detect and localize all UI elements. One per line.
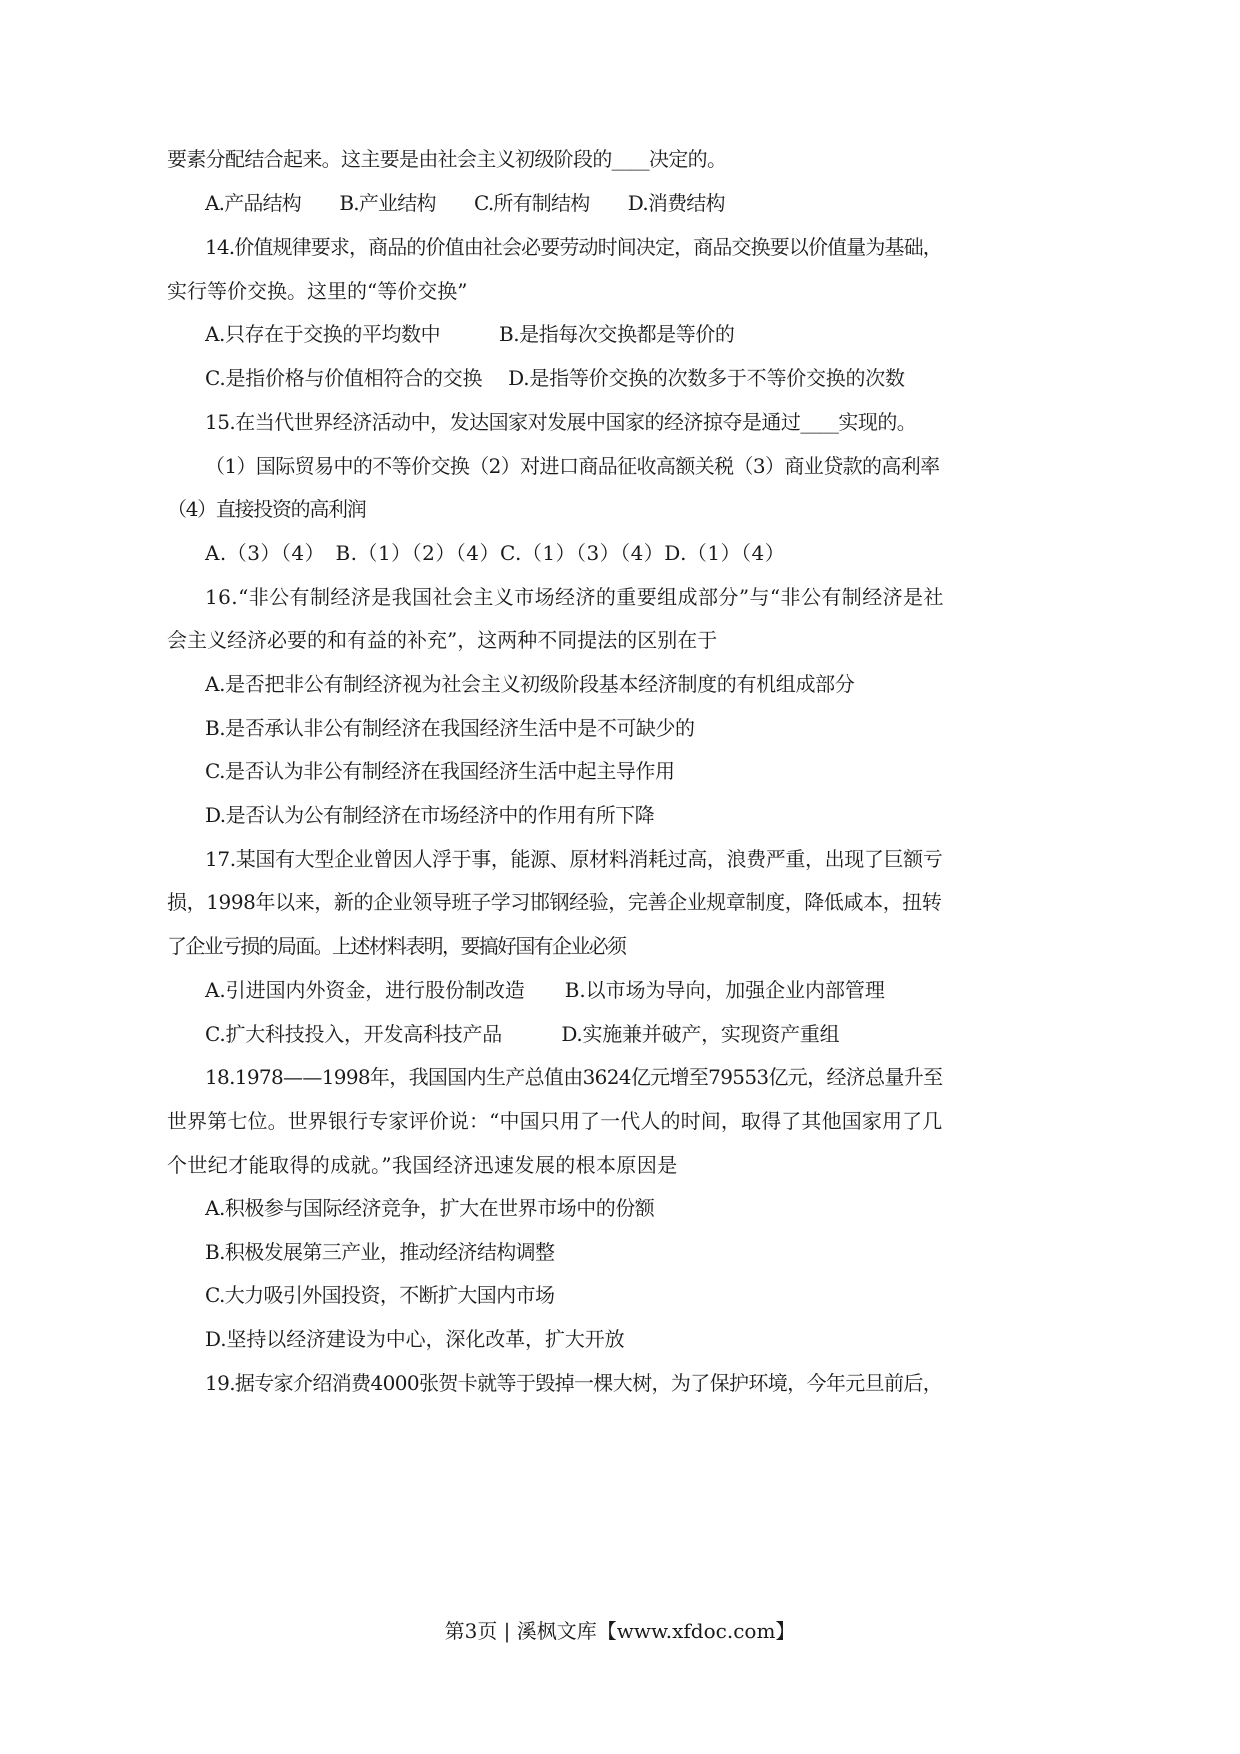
text-line: D.是否认为公有制经济在市场经济中的作用有所下降 [205, 803, 655, 827]
text-line: A.是否把非公有制经济视为社会主义初级阶段基本经济制度的有机组成部分 [205, 672, 855, 696]
text-line: 14.价值规律要求，商品的价值由社会必要劳动时间决定，商品交换要以价值量为基础， [205, 235, 942, 259]
text-line: （4）直接投资的高利润 [167, 497, 366, 521]
text-line: 会主义经济必要的和有益的补充”，这两种不同提法的区别在于 [167, 628, 718, 652]
text-line: D.坚持以经济建设为中心，深化改革，扩大开放 [205, 1327, 625, 1351]
text-line: A.积极参与国际经济竞争，扩大在世界市场中的份额 [205, 1196, 655, 1220]
text-line: 世界第七位。世界银行专家评价说：“中国只用了一代人的时间，取得了其他国家用了几 [167, 1109, 943, 1133]
text-line: A.产品结构 B.产业结构 C.所有制结构 D.消费结构 [205, 191, 725, 215]
text-line: 18.1978——1998年，我国国内生产总值由3624亿元增至79553亿元，经济总量升至 [205, 1065, 943, 1089]
page-footer: 第3页 | 溪枫文库【www.xfdoc.com】 [444, 1619, 796, 1643]
text-line: C.大力吸引外国投资，不断扩大国内市场 [205, 1283, 555, 1307]
text-line: C.是指价格与价值相符合的交换 D.是指等价交换的次数多于不等价交换的次数 [205, 366, 905, 390]
text-line: 17.某国有大型企业曾因人浮于事，能源、原材料消耗过高，浪费严重，出现了巨额亏 [205, 847, 943, 871]
text-line: 了企业亏损的局面。上述材料表明，要搞好国有企业必须 [167, 934, 626, 958]
text-line: 15.在当代世界经济活动中，发达国家对发展中国家的经济掠夺是通过____实现的。 [205, 410, 917, 434]
text-line: 实行等价交换。这里的“等价交换” [167, 279, 468, 303]
text-line: 16.“非公有制经济是我国社会主义市场经济的重要组成部分”与“非公有制经济是社 [205, 585, 944, 609]
text-line: B.积极发展第三产业，推动经济结构调整 [205, 1240, 555, 1264]
text-line: 损，1998年以来，新的企业领导班子学习邯钢经验，完善企业规章制度，降低咸本，扭转 [167, 890, 942, 914]
text-line: 个世纪才能取得的成就。”我国经济迅速发展的根本原因是 [167, 1153, 678, 1177]
text-line: C.扩大科技投入，开发高科技产品 D.实施兼并破产，实现资产重组 [205, 1022, 840, 1046]
text-line: A.只存在于交换的平均数中 B.是指每次交换都是等价的 [205, 322, 735, 346]
text-line: 19.据专家介绍消费4000张贺卡就等于毁掉一棵大树，为了保护环境，今年元旦前后， [205, 1371, 943, 1395]
text-line: A.（3）（4） B.（1）（2）（4）C.（1）（3）（4）D.（1）（4） [205, 541, 786, 565]
text-line: （1）国际贸易中的不等价交换（2）对进口商品征收高额关税（3）商业贷款的高利率 [205, 454, 940, 478]
text-line: C.是否认为非公有制经济在我国经济生活中起主导作用 [205, 759, 675, 783]
text-line: B.是否承认非公有制经济在我国经济生活中是不可缺少的 [205, 716, 695, 740]
text-line: A.引进国内外资金，进行股份制改造 B.以市场为导向，加强企业内部管理 [205, 978, 885, 1002]
text-line: 要素分配结合起来。这主要是由社会主义初级阶段的____决定的。 [167, 147, 727, 171]
